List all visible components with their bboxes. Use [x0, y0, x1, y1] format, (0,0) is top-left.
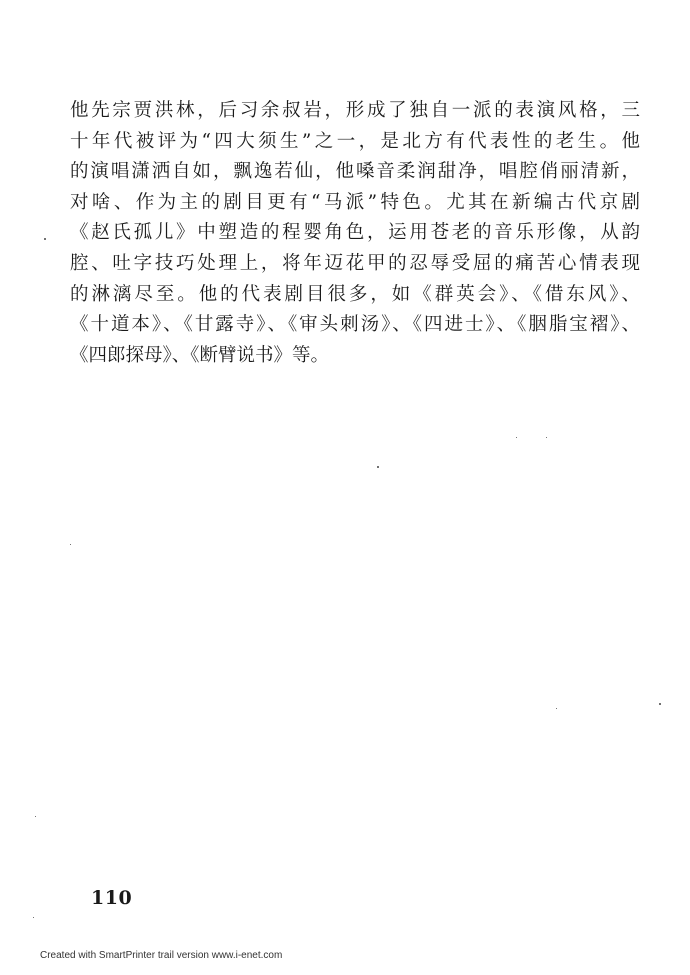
- paragraph-line: 的淋漓尽至。他的代表剧目很多，如《群英会》、《借东风》、: [70, 283, 640, 305]
- paragraph-line: 十年代被评为“四大须生”之一，是北方有代表性的老生。他: [70, 130, 640, 152]
- scan-speck: [556, 708, 557, 709]
- paragraph-line: 《十道本》、《甘露寺》、《审头刺汤》、《四进士》、《胭脂宝褶》、: [70, 314, 640, 336]
- scan-speck: [546, 437, 547, 438]
- scan-speck: [44, 238, 46, 240]
- paragraph-line: 腔、吐字技巧处理上，将年迈花甲的忍辱受屈的痛苦心情表现: [70, 252, 640, 274]
- scan-speck: [35, 816, 36, 817]
- paragraph-line: 《四郎探母》、《断臂说书》等。: [70, 344, 330, 366]
- trial-watermark: Created with SmartPrinter trail version www.i-enet.com: [40, 950, 283, 961]
- paragraph-line: 他先宗贾洪林，后习余叔岩，形成了独自一派的表演风格，三: [70, 100, 640, 121]
- scan-speck: [516, 437, 517, 438]
- paragraph-line: 的演唱潇洒自如，飘逸若仙，他嗓音柔润甜净，唱腔俏丽清新，: [70, 161, 640, 183]
- scan-speck: [70, 544, 71, 545]
- paragraph-line: 《赵氏孤儿》中塑造的程婴角色，运用苍老的音乐形像，从韵: [70, 222, 640, 244]
- scan-speck: [33, 917, 34, 918]
- paragraph-line: 对啥、作为主的剧目更有“马派”特色。尤其在新编古代京剧: [70, 191, 640, 213]
- page-number: 110: [91, 887, 133, 909]
- scan-speck: [377, 466, 379, 468]
- body-paragraph: [70, 96, 640, 371]
- scan-speck: [659, 703, 661, 705]
